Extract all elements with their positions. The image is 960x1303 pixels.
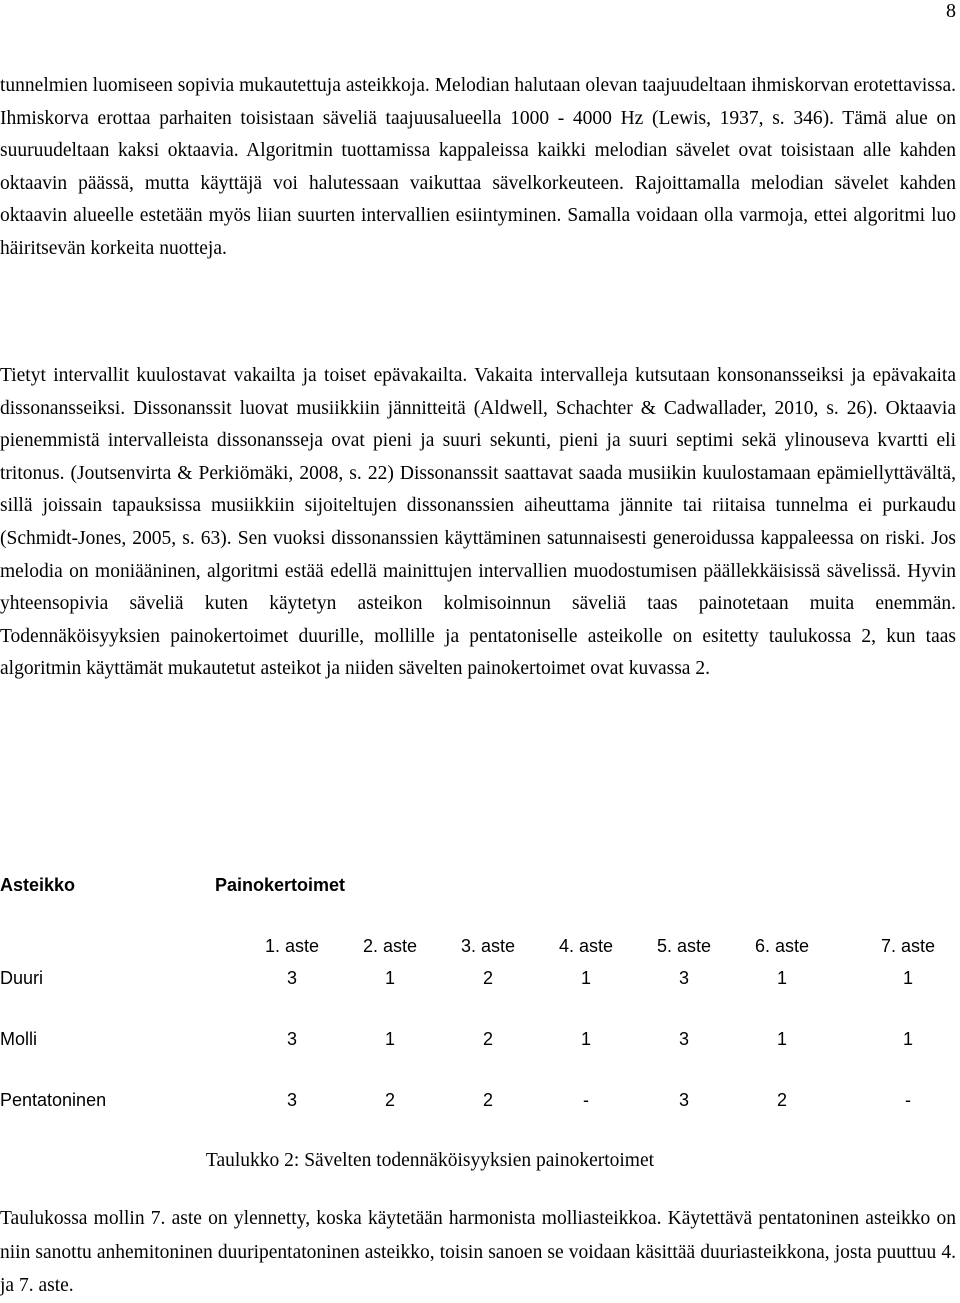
degree-header: 1. aste [264, 936, 320, 956]
table-header-scale: Asteikko [0, 875, 76, 895]
table-cell: 3 [678, 968, 689, 988]
table-cell: - [905, 1090, 911, 1110]
table-cell: 1 [580, 1029, 591, 1049]
table-cell: 1 [384, 968, 395, 988]
degree-header: 6. aste [754, 936, 810, 956]
paragraph-1: tunnelmien luomiseen sopivia mukautettuja asteikkoja. Melodian halutaan olevan taajuudeltaan ihmiskorvan erotettavissa. Ihmiskorva erottaa parhaiten toisistaan säveliä taajuusalueella 1000 - 4000 Hz (Lewis, 1937, s. 346). Tämä alue on suuruudeltaan kaksi oktaavia. Algoritmin tuottamissa kappaleissa kaikki melodian sävelet ovat toisistaan alle kahden oktaavin päässä, mutta käyttäjä voi halutessaan vaikuttaa sävelkorkeuteen. Rajoittamalla melodian sävelet kahden oktaavin alueelle estetään myös liian suurten intervallien esiintyminen. Samalla voidaan olla varmoja, ettei algoritmi luo häiritsevän korkeita nuotteja. [0, 75, 956, 259]
table-cell: 1 [902, 1029, 913, 1049]
page-number: 8 [946, 0, 956, 22]
paragraph-2: Tietyt intervallit kuulostavat vakailta ja toiset epävakailta. Vakaita intervalleja kutsutaan konsonansseiksi ja epävakaita dissonansseiksi. Dissonanssit luovat musiikkiin jännitteitä (Aldwell, Schachter & Cadwallader, 2010, s. 26). Oktaavia pienemmistä intervalleista dissonansseja ovat pieni ja suuri sekunti, pieni ja suuri septimi sekä ylinouseva kvartti eli tritonus. (Joutsenvirta & Perkiömäki, 2008, s. 22) Dissonanssit saattavat saada musiikin kuulostamaan epämiellyttävältä, sillä joissain tapauksissa musiikkiin sijoiteltujen dissonanssien aiheuttama jännite tai riitaisa tunnelma ei purkaudu (Schmidt-Jones, 2005, s. 63). Sen vuoksi dissonanssien käyttäminen satunnaisesti generoidussa kappaleessa on riski. Jos melodia on moniääninen, algoritmi estää edellä mainittujen intervallien muodostumisen päällekkäisissä sävelissä. Hyvin yhteensopivia säveliä kuten käytetyn asteikon kolmisoinnun säveliä taas painotetaan muita enemmän. Todennäköisyyksien painokertoimet duurille, mollille ja pentatoniselle asteikolle on esitetty taulukossa 2, kun taas algoritmin käyttämät mukautetut asteikot ja niiden sävelten painokertoimet ovat kuvassa 2. [0, 365, 956, 680]
table-cell: 1 [776, 1029, 787, 1049]
row-label: Duuri [0, 968, 44, 988]
degree-header: 3. aste [460, 936, 516, 956]
paragraph-3: Taulukossa mollin 7. aste on ylennetty, koska käytetään harmonista molliasteikkoa. Käytettävä pentatoninen asteikko on niin sanottu anhemitoninen duuripentatoninen asteikko, toisin sanoen se voidaan käsittää duuriasteikkona, josta puuttuu 4. ja 7. aste. [0, 1208, 956, 1296]
table-cell: 3 [286, 1090, 297, 1110]
table-cell: 2 [482, 1029, 493, 1049]
degree-header: 7. aste [880, 936, 936, 956]
table-cell: 1 [384, 1029, 395, 1049]
table-cell: - [583, 1090, 589, 1110]
table-cell: 2 [776, 1090, 787, 1110]
degree-header: 5. aste [656, 936, 712, 956]
table-row [0, 968, 960, 992]
table-cell: 2 [482, 968, 493, 988]
table-header-weights: Painokertoimet [215, 875, 346, 895]
table-cell: 3 [286, 968, 297, 988]
table-cell: 2 [384, 1090, 395, 1110]
table-cell: 3 [678, 1029, 689, 1049]
degree-header: 4. aste [558, 936, 614, 956]
table-cell: 3 [678, 1090, 689, 1110]
row-label: Molli [0, 1029, 38, 1049]
table-caption: Taulukko 2: Sävelten todennäköisyyksien painokertoimet [205, 1150, 655, 1171]
table-cell: 1 [902, 968, 913, 988]
table-cell: 1 [580, 968, 591, 988]
table-row [0, 1090, 960, 1114]
table-cell: 1 [776, 968, 787, 988]
row-label: Pentatoninen [0, 1090, 107, 1110]
table-row [0, 1029, 960, 1053]
table-cell: 2 [482, 1090, 493, 1110]
degree-header: 2. aste [362, 936, 418, 956]
table-cell: 3 [286, 1029, 297, 1049]
